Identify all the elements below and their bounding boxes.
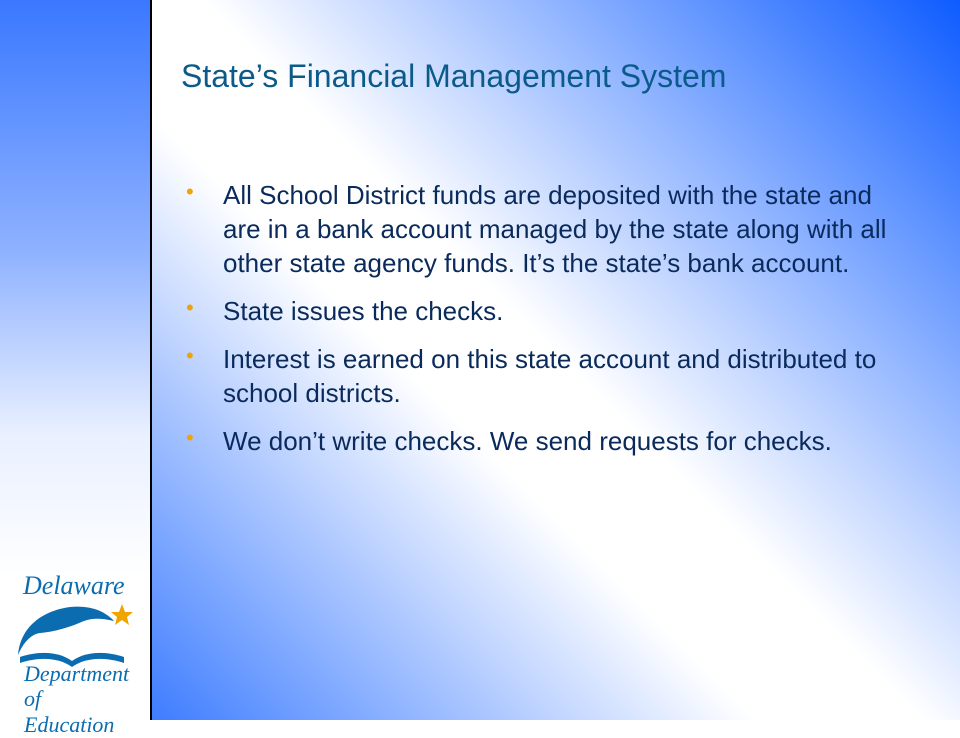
- bullet-text: We don’t write checks. We send requests for checks.: [223, 426, 832, 457]
- bullet-text: State issues the checks.: [223, 296, 504, 327]
- logo-text-delaware: Delaware: [23, 571, 125, 600]
- bullet-icon: •: [186, 295, 194, 321]
- bullet-list: [186, 178, 906, 472]
- bullet-item: [186, 424, 906, 458]
- slide-title: State’s Financial Management System: [181, 58, 727, 94]
- bullet-text: Interest is earned on this state account and distributed to school districts.: [223, 344, 877, 409]
- logo-text-department: Department: [24, 661, 130, 686]
- bullet-icon: •: [186, 425, 194, 451]
- bullet-item: [186, 342, 906, 410]
- logo-text-of-education: of Education: [24, 686, 115, 737]
- bullet-item: [186, 294, 906, 328]
- bullet-icon: •: [186, 343, 194, 369]
- bullet-icon: •: [186, 179, 194, 204]
- delaware-doe-logo: [10, 571, 134, 737]
- bullet-item: [186, 178, 906, 280]
- bullet-text: All School District funds are deposited with the state and are in a bank account managed by the state along with all other state agency funds. It’s the state’s bank account.: [223, 180, 887, 279]
